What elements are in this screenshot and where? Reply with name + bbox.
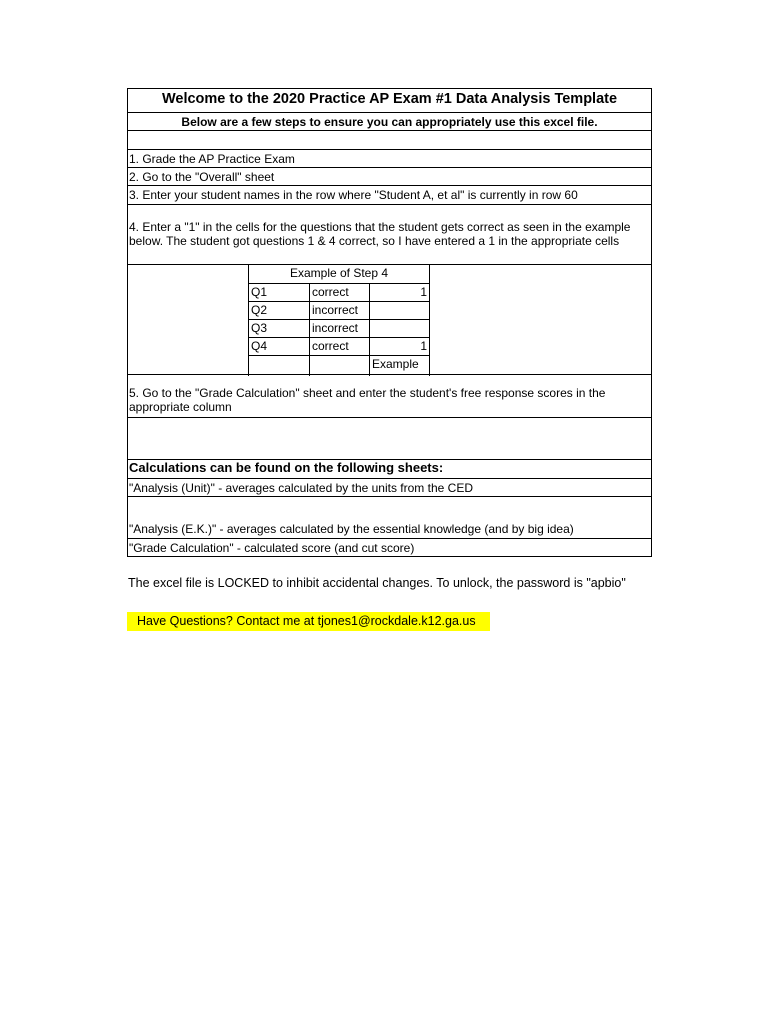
value-cell: 1 <box>369 338 430 356</box>
step-1-row <box>128 150 651 168</box>
step-2-text: 2. Go to the "Overall" sheet <box>129 170 275 184</box>
step-3-row <box>128 186 651 205</box>
analysis-unit-row <box>128 479 651 497</box>
subtitle-row <box>128 113 651 131</box>
example-footer-cell: Example <box>369 356 430 376</box>
status-cell: correct <box>309 338 369 356</box>
blank-row-2 <box>128 418 651 460</box>
instructions-sheet <box>127 88 652 557</box>
example-area-row <box>128 264 651 375</box>
step-3-text: 3. Enter your student names in the row where "Student A, et al" is currently in row 60 <box>129 188 578 202</box>
step-4-row <box>128 205 651 265</box>
page-title: Welcome to the 2020 Practice AP Exam #1 Data Analysis Template <box>161 91 618 107</box>
contact-banner: Have Questions? Contact me at tjones1@rockdale.k12.ga.us <box>127 612 490 631</box>
step-5-text: 5. Go to the "Grade Calculation" sheet and enter the student's free response scores in the appropriate column <box>129 386 606 414</box>
question-cell: Q1 <box>248 284 309 302</box>
question-cell: Q2 <box>248 302 309 320</box>
example-heading: Example of Step 4 <box>248 265 430 283</box>
value-cell: 1 <box>369 284 430 302</box>
step-5-row <box>128 375 651 418</box>
status-cell: incorrect <box>309 302 369 320</box>
analysis-unit-text: "Analysis (Unit)" - averages calculated by the units from the CED <box>129 481 473 495</box>
analysis-ek-text: "Analysis (E.K.)" - averages calculated by the essential knowledge (and by big idea) <box>129 522 574 536</box>
question-cell: Q4 <box>248 338 309 356</box>
analysis-ek-row <box>128 497 651 539</box>
grade-calculation-row <box>128 539 651 556</box>
page-subtitle: Below are a few steps to ensure you can appropriately use this excel file. <box>181 115 598 129</box>
step-4-text: 4. Enter a "1" in the cells for the questions that the student gets correct as seen in the example below. The student got questions 1 & 4 correct, so I have entered a 1 in the appropriate cells <box>129 220 631 248</box>
step-1-text: 1. Grade the AP Practice Exam <box>129 152 295 166</box>
calculations-heading: Calculations can be found on the following sheets: <box>129 460 444 475</box>
step-2-row <box>128 168 651 186</box>
lock-note: The excel file is LOCKED to inhibit accidental changes. To unlock, the password is "apbio" <box>128 576 626 590</box>
grade-calculation-text: "Grade Calculation" - calculated score (and cut score) <box>129 541 415 555</box>
status-cell: incorrect <box>309 320 369 338</box>
blank-row <box>128 131 651 150</box>
status-cell: correct <box>309 284 369 302</box>
title-row <box>128 89 651 113</box>
calculations-heading-row <box>128 460 651 479</box>
question-cell: Q3 <box>248 320 309 338</box>
